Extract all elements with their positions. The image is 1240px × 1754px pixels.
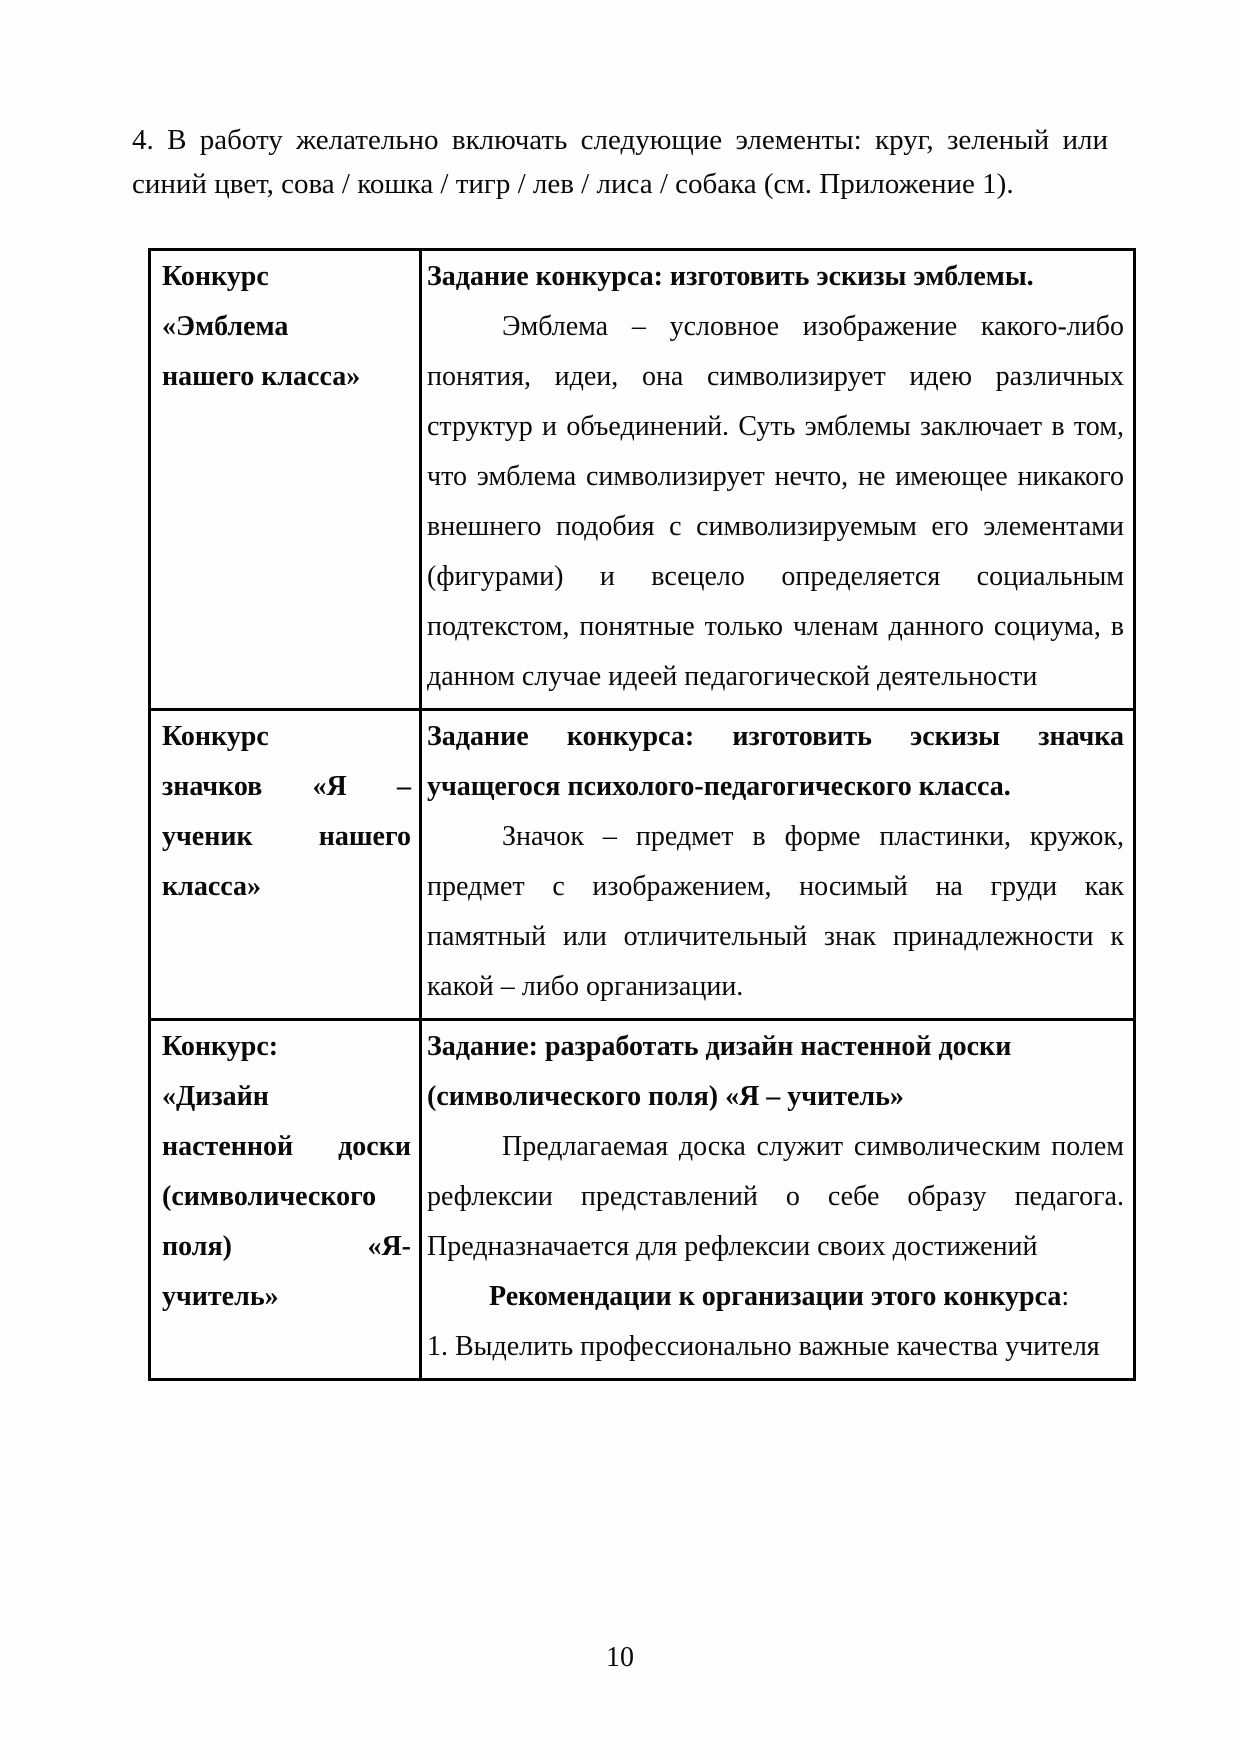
description-paragraph: Предлагаемая доска служит символическим полем рефлексии представлений о себе образу педагога. Предназначается для рефлексии своих достижений (427, 1131, 1124, 1262)
table-row-wallboard (150, 1020, 1135, 1380)
contests-table (148, 248, 1136, 1381)
contest-title-line: «Эмблема (162, 311, 289, 342)
contest-task-cell (421, 710, 1135, 1020)
task-paragraph: Задание конкурса: изготовить эскизы эмблемы. (427, 261, 1034, 292)
intro-paragraph: 4. В работу желательно включать следующие элементы: круг, зеленый или синий цвет, сова / кошка / тигр / лев / лиса / собака (см. Приложение 1). (132, 124, 1108, 200)
contest-title-line: учитель» (162, 1281, 279, 1312)
contest-title-line: (символического (162, 1181, 377, 1212)
table-row-badge (150, 710, 1135, 1020)
contest-title-line: ученик нашего (162, 821, 411, 852)
contest-task-cell (421, 1020, 1135, 1380)
page-number: 10 (606, 1642, 634, 1673)
contest-title-line: значков «Я – (162, 771, 411, 802)
contest-title-line: «Дизайн (162, 1081, 269, 1112)
contest-title-cell (150, 250, 421, 710)
description-paragraph: Значок – предмет в форме пластинки, кружок, предмет с изображением, носимый на груди как памятный или отличительный знак принадлежности к какой – либо организации. (427, 821, 1124, 1002)
contest-title-cell (150, 1020, 421, 1380)
contest-task-cell (421, 250, 1135, 710)
recommendations-colon: : (1061, 1281, 1070, 1312)
description-paragraph: Эмблема – условное изображение какого-либо понятия, идеи, она символизирует идею различных структур и объединений. Суть эмблемы заключает в том, что эмблема символизирует нечто, не имеющее никакого внешнего подобия с символизируемым его элементами (фигурами) и всецело определяется социальным подтекстом, понятные только членам данного социума, в данном случае идеей педагогической деятельности (427, 311, 1124, 692)
recommendations-paragraph (427, 1272, 1124, 1322)
contest-title-line: класса» (162, 871, 262, 902)
contest-title-line: нашего класса» (162, 361, 361, 392)
table-row-emblem (150, 250, 1135, 710)
contest-title-line: настенной доски (162, 1131, 411, 1162)
contest-title-line: поля) «Я- (162, 1231, 411, 1262)
recommendations-label: Рекомендации к организации этого конкурса (489, 1281, 1062, 1312)
contest-title-cell (150, 710, 421, 1020)
task-paragraph: Задание конкурса: изготовить эскизы значка учащегося психолого-педагогического класса. (427, 721, 1124, 802)
contest-title-line: Конкурс (162, 721, 269, 752)
contest-title-line: Конкурс: (162, 1031, 279, 1062)
contest-title-line: Конкурс (162, 261, 269, 292)
list-item-paragraph: 1. Выделить профессионально важные качества учителя (427, 1331, 1100, 1362)
task-paragraph: Задание: разработать дизайн настенной доски (символического поля) «Я – учитель» (427, 1031, 1012, 1112)
